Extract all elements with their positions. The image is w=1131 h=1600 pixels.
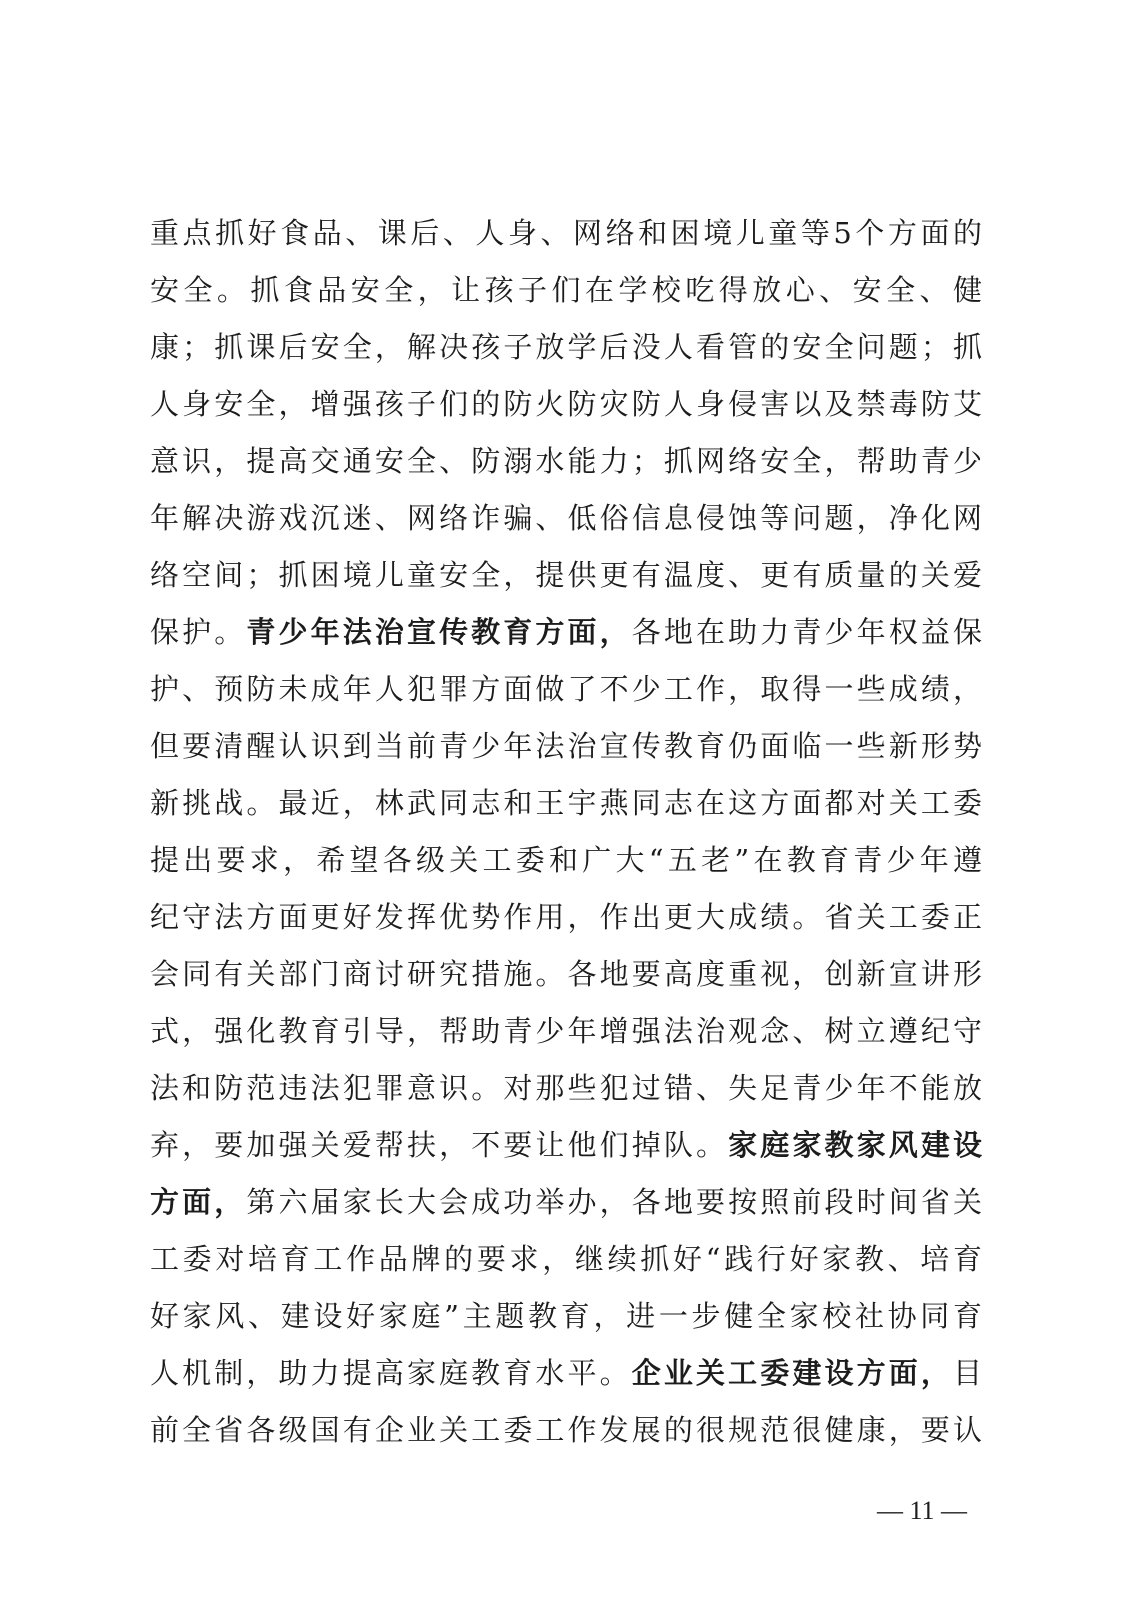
text-line [150, 547, 982, 604]
text-segment: 好家风、建设好家庭”主题教育，进一步健全家校社协同育 [150, 1299, 982, 1333]
text-segment: 安全。抓食品安全，让孩子们在学校吃得放心、安全、健 [150, 273, 982, 307]
text-segment: 提出要求，希望各级关工委和广大“五老”在教育青少年遵 [150, 843, 982, 877]
page-number: — 11 — [876, 1496, 968, 1525]
bold-heading-segment: 企业关工委建设方面， [631, 1356, 953, 1390]
text-line [150, 1117, 982, 1174]
bold-heading-segment: 青少年法治宣传教育方面， [246, 615, 632, 649]
text-segment: 各地在助力青少年权益保 [631, 615, 982, 649]
text-line [150, 1003, 982, 1060]
text-segment: 意识，提高交通安全、防溺水能力；抓网络安全，帮助青少 [150, 444, 982, 478]
text-segment: 式，强化教育引导，帮助青少年增强法治观念、树立遵纪守 [150, 1014, 982, 1048]
text-segment: 新挑战。最近，林武同志和王宇燕同志在这方面都对关工委 [150, 786, 982, 820]
text-line [150, 1060, 982, 1117]
text-segment: 前全省各级国有企业关工委工作发展的很规范很健康，要认 [150, 1413, 982, 1447]
text-line [150, 1288, 982, 1345]
text-segment: 工委对培育工作品牌的要求，继续抓好“践行好家教、培育 [150, 1242, 982, 1276]
text-segment: 重点抓好食品、课后、人身、网络和困境儿童等5个方面的 [150, 216, 982, 250]
text-line [150, 832, 982, 889]
text-segment: 护、预防未成年人犯罪方面做了不少工作，取得一些成绩， [150, 672, 982, 706]
text-segment: 人身安全，增强孩子们的防火防灾防人身侵害以及禁毒防艾 [150, 387, 982, 421]
text-line [150, 376, 982, 433]
text-line [150, 319, 982, 376]
text-line [150, 718, 982, 775]
text-line [150, 1231, 982, 1288]
text-segment: 法和防范违法犯罪意识。对那些犯过错、失足青少年不能放 [150, 1071, 982, 1105]
text-segment: 纪守法方面更好发挥优势作用，作出更大成绩。省关工委正 [150, 900, 982, 934]
text-segment: 康；抓课后安全，解决孩子放学后没人看管的安全问题；抓 [150, 330, 982, 364]
text-segment: 年解决游戏沉迷、网络诈骗、低俗信息侵蚀等问题，净化网 [150, 501, 982, 535]
text-line [150, 205, 982, 262]
text-line [150, 1345, 982, 1402]
text-segment: 第六届家长大会成功举办，各地要按照前段时间省关 [246, 1185, 982, 1219]
text-line [150, 1174, 982, 1231]
text-segment: 目 [952, 1356, 982, 1390]
text-segment: 人机制，助力提高家庭教育水平。 [150, 1356, 632, 1390]
bold-heading-segment: 方面， [150, 1185, 247, 1219]
bold-heading-segment: 家庭家教家风建设 [728, 1128, 982, 1162]
text-line [150, 946, 982, 1003]
document-body [150, 205, 982, 1459]
text-line [150, 1402, 982, 1459]
text-line [150, 775, 982, 832]
text-line [150, 433, 982, 490]
text-line [150, 604, 982, 661]
text-line [150, 661, 982, 718]
text-segment: 但要清醒认识到当前青少年法治宣传教育仍面临一些新形势 [150, 729, 982, 763]
text-segment: 保护。 [150, 615, 247, 649]
text-line [150, 490, 982, 547]
text-line [150, 262, 982, 319]
text-segment: 络空间；抓困境儿童安全，提供更有温度、更有质量的关爱 [150, 558, 982, 592]
text-segment: 会同有关部门商讨研究措施。各地要高度重视，创新宣讲形 [150, 957, 982, 991]
text-segment: 弃，要加强关爱帮扶，不要让他们掉队。 [150, 1128, 729, 1162]
text-line [150, 889, 982, 946]
